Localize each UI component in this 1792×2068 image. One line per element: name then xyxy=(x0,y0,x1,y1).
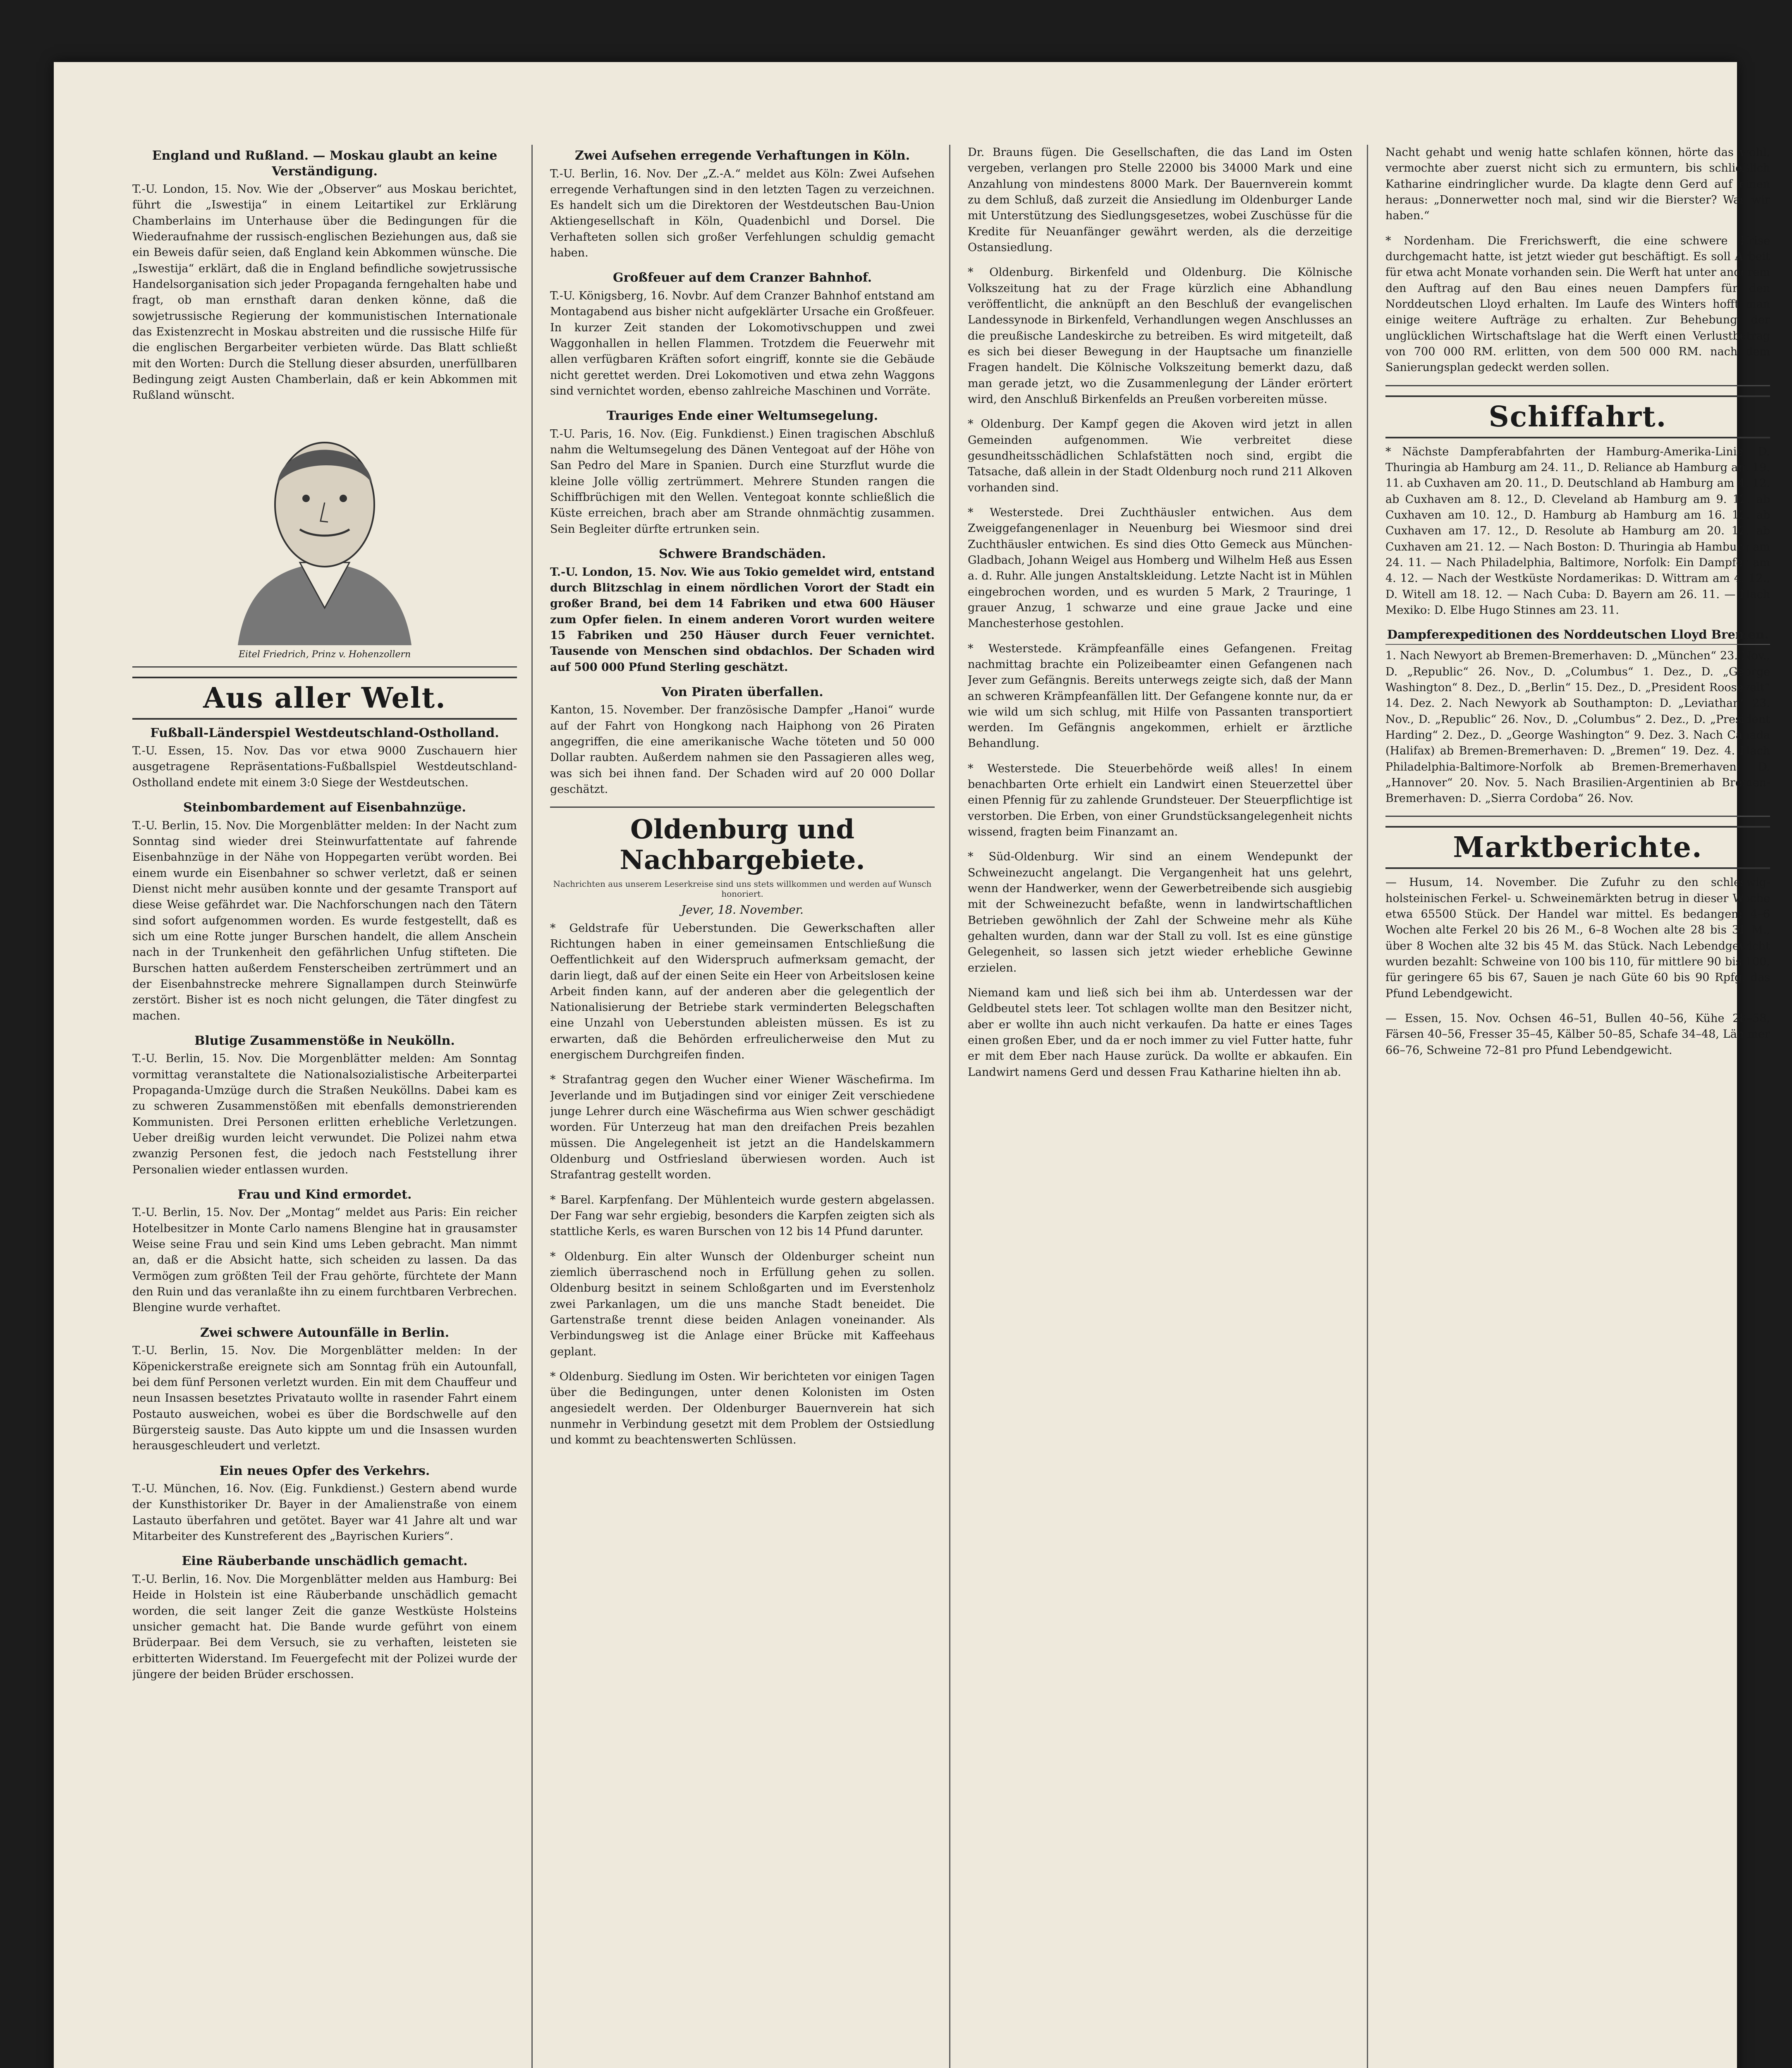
article-body: * Süd-Oldenburg. Wir sind an einem Wendepunkt der Schweinezucht angelangt. Die Vergangenheit hat uns gelehrt, wenn der Handwerker, wenn der Gewerbetreibende sich ausgiebig mit der Schweinezucht befaßte, wenn in landwirtschaftlichen Betrieben gewöhnlich der Zahl der Schweine mehr als Kühe gehalten wurden, dann war der Stall zu voll. Ist es eine günstige Gelegenheit, so lassen sich jetzt wieder erhebliche Gewinne erzielen. xyxy=(968,850,1352,974)
article-body: * Barel. Karpfenfang. Der Mühlenteich wurde gestern abgelassen. Der Fang war sehr ergiebig, besonders die Karpfen zeigten sich als stattliche Kerls, es waren Burschen von 12 bis 14 Pfund darunter. xyxy=(550,1193,935,1238)
article-headline: Blutige Zusammenstöße in Neukölln. xyxy=(194,1033,455,1048)
section-rule xyxy=(550,807,935,808)
article-nordenham xyxy=(1385,233,1770,376)
article-body: * Nächste Dampferabfahrten der Hamburg-Amerika-Linie. D. Thuringia ab Hamburg am 24. 11., D. Reliance ab Hamburg am 19. 11. ab Cuxhaven am 20. 11., D. Deutschland ab Hamburg am 4. 12. ab Cuxhaven am 8. 12., D. Cleveland ab Hamburg am 9. 12. ab Cuxhaven am 10. 12., D. Hamburg ab Hamburg am 16. 12. ab Cuxhaven am 17. 12., D. Resolute ab Hamburg am 20. 12. ab Cuxhaven am 21. 12. — Nach Boston: D. Thuringia ab Hamburg am 24. 11. — Nach Philadelphia, Baltimore, Norfolk: Ein Dampfer am 4. 12. — Nach der Westküste Nordamerikas: D. Wittram am 4. 12., D. Witell am 18. 12. — Nach Cuba: D. Bayern am 26. 11. — Nach Mexiko: D. Elbe Hugo Stinnes am 23. 11. xyxy=(1385,445,1770,617)
article-body: — Husum, 14. November. Die Zufuhr zu den schleswig-holsteinischen Ferkel- u. Schweinemärkten betrug in dieser Woche etwa 65500 Stück. Der Handel war mittel. Es bedangen: 4–6 Wochen alte Ferkel 20 bis 26 M., 6–8 Wochen alte 28 bis 31 M., über 8 Wochen alte 32 bis 45 M. das Stück. Nach Lebendgewicht wurden bezahlt: Schweine von 100 bis 110, für mittlere 90 bis 100, für geringere 65 bis 67, Sauen je nach Güte 60 bis 90 Rpfg. das Pfund Lebendgewicht. xyxy=(1385,876,1770,1000)
article-body: T.-U. Berlin, 16. Nov. Die Morgenblätter melden aus Hamburg: Bei Heide in Holstein ist eine Räuberbande unschädlich gemacht worden, die seit langer Zeit die ganze Westküste Holsteins unsicher gemacht hat. Die Bande wurde geführt von einem Brüderpaar. Bei dem Versuch, sie zu verhaften, leisteten sie erbitterten Widerstand. Im Feuergefecht mit der Polizei wurde der jüngere der beiden Brüder erschossen. xyxy=(132,1573,517,1681)
article-body: T.-U. Berlin, 15. Nov. Die Morgenblätter melden: Am Sonntag vormittag veranstaltete die Nationalsozialistische Arbeiterpartei Propaganda-Umzüge durch die Straßen Neuköllns. Dabei kam es zu schweren Zusammenstößen mit ebenfalls demonstrierenden Kommunisten. Drei Personen erlitten erhebliche Verletzungen. Ueber dreißig wurden leicht verwundet. Die Polizei nahm etwa zwanzig Personen fest, die jedoch nach Feststellung ihrer Personalien wieder entlassen wurden. xyxy=(132,1052,517,1176)
article-trauer xyxy=(550,408,935,537)
article-story-cont xyxy=(1385,145,1770,224)
article-body: Niemand kam und ließ sich bei ihm ab. Unterdessen war der Geldbeutel stets leer. Tot schlagen wollte man den Besitzer nicht, aber er wollte ihn auch nicht verkaufen. Da hatte er eines Tages einen großen Eber, und da er noch immer zu viel Futter hatte, fuhr er mit dem Eber nach Hause zurück. Da wollte er abkaufen. Ein Landwirt namens Gerd und dessen Frau Katharine hielten ihn ab. xyxy=(968,986,1352,1079)
article-opfer xyxy=(132,1463,517,1545)
article-body: * Oldenburg. Siedlung im Osten. Wir berichteten vor einigen Tagen über die Bedingungen, unter denen Kolonisten im Osten angesiedelt werden. Der Oldenburger Bauernverein hat sich nunmehr in Verbindung gesetzt mit dem Problem der Ostsiedlung und kommt zu beachtenswerten Schlüssen. xyxy=(550,1370,935,1447)
article-body: * Oldenburg. Der Kampf gegen die Akoven wird jetzt in allen Gemeinden aufgenommen. Wie verbreitet diese gesundheitsschädlichen Schlafstätten noch sind, ergibt die Tatsache, daß allein in der Stadt Oldenburg noch rund 211 Alkoven vorhanden sind. xyxy=(968,418,1352,494)
column-2 xyxy=(550,145,935,2068)
column-divider xyxy=(949,145,950,2068)
section-note: Nachrichten aus unserem Leserkreise sind uns stets willkommen und werden auf Wunsch honoriert. xyxy=(553,878,932,899)
article-body: * Westerstede. Krämpfeanfälle eines Gefangenen. Freitag nachmittag brachte ein Polizeibeamter einen Gefangenen nach Jever zum Gefängnis. Bereits unterwegs zeigte sich, daß der Mann an schweren Krämpfeanfällen litt. Der Gefangene konnte nur, da er wie wild um sich schlug, mit Hilfe von Passanten transportiert werden. Im Gefängnis angekommen, erhielt er ärztliche Behandlung. xyxy=(968,642,1352,750)
article-headline: Steinbombardement auf Eisenbahnzüge. xyxy=(183,800,466,815)
article-body: T.-U. München, 16. Nov. (Eig. Funkdienst.) Gestern abend wurde der Kunsthistoriker Dr. Bayer in der Amalienstraße von einem Lastauto überfahren und getötet. Bayer war 41 Jahre alt und war Mitarbeiter des Kunstreferent des „Bayrischen Kuriers“. xyxy=(132,1482,517,1543)
article-body: * Westerstede. Die Steuerbehörde weiß alles! In einem benachbarten Orte erhielt ein Landwirt einen Steuerzettel über einen Pfennig für zu zahlende Grundsteuer. Der Steuerpflichtige ist verstorben. Die Erben, von einer Grundstücksangelegenheit nichts wissend, fragten beim Finanzamt an. xyxy=(968,762,1352,839)
article-headline: Zwei schwere Autounfälle in Berlin. xyxy=(200,1325,450,1340)
article-siedlung-cont xyxy=(968,145,1352,256)
article-koeln xyxy=(550,148,935,261)
article-body: T.-U. Berlin, 15. Nov. Der „Montag“ meldet aus Paris: Ein reicher Hotelbesitzer in Monte Carlo namens Blengine hat in grausamster Weise seine Frau und sein Kind ums Leben gebracht. Man nimmt an, daß er die Absicht hatte, sich scheiden zu lassen. Da das Vermögen zum größten Teil der Frau gehörte, fürchtete der Mann den Ruin und das veranlaßte ihn zu einem furchtbaren Verbrechen. Blengine wurde verhaftet. xyxy=(132,1206,517,1314)
article-kampf xyxy=(968,416,1352,496)
article-siedlung xyxy=(550,1369,935,1448)
article-headline: Frau und Kind ermordet. xyxy=(237,1187,412,1202)
section-title-marktberichte: Marktberichte. xyxy=(1385,826,1770,869)
article-strafantrag xyxy=(550,1072,935,1183)
column-divider xyxy=(531,145,533,2068)
article-body: T.-U. Berlin, 15. Nov. Die Morgenblätter melden: In der Köpenickerstraße ereignete sich am Sonntag früh ein Autounfall, bei dem fünf Personen verletzt wurden. Ein mit dem Chauffeur und neun Insassen besetztes Privatauto wollte in rasender Fahrt einem Postauto ausweichen, wobei es über die Bordschwelle auf den Bürgersteig sauste. Das Auto kippte um und die Insassen wurden herausgeschleudert und verletzt. xyxy=(132,1344,517,1453)
article-raeuber xyxy=(132,1553,517,1683)
portrait-caption: Eitel Friedrich, Prinz v. Hohenzollern xyxy=(238,649,411,660)
article-body: T.-U. Paris, 16. Nov. (Eig. Funkdienst.) Einen tragischen Abschluß nahm die Weltumsegelung des Dänen Ventegoat auf der Höhe von San Pedro del Mare in Spanien. Durch eine Sturzflut wurde die kleine Jolle völlig zertrümmert. Mehrere Stunden rangen die Schiffbrüchigen mit den Wellen. Ventegoat konnte schließlich die Küste erreichen, brach aber am Strande ohnmächtig zusammen. Sein Begleiter dürfte ertrunken sein. xyxy=(550,427,935,536)
article-headline: Großfeuer auf dem Cranzer Bahnhof. xyxy=(612,270,872,285)
article-brand xyxy=(550,546,935,675)
article-body: Nacht gehabt und wenig hatte schlafen können, hörte das wohl, vermochte aber zuerst nicht sich zu ermuntern, bis schließlich Katharine eindringlicher wurde. Da klagte denn Gerd auf einen heraus: „Donnerwetter noch mal, sind wir die Bierster? Was wir haben.“ xyxy=(1385,146,1770,223)
article-story xyxy=(968,985,1352,1080)
article-hamburg-amerika xyxy=(1385,444,1770,619)
article-headline: Zwei Aufsehen erregende Verhaftungen in Köln. xyxy=(574,148,910,163)
article-headline: Schwere Brandschäden. xyxy=(658,547,826,562)
article-sued-oldenburg xyxy=(968,849,1352,976)
article-body: * Westerstede. Drei Zuchthäusler entwichen. Aus dem Zweiggefangenenlager in Neuenburg bei Wiesmoor sind drei Zuchthäusler entwichen. Es sind dies Otto Gemeck aus München-Gladbach, Johann Weigel aus Homberg und Wilhelm Heß aus Essen a. d. Ruhr. Alle jungen Anstaltskleidung. Letzte Nacht ist in Mühlen eingebrochen worden, und es wurden 5 Mark, 2 Trauringe, 1 grauer Anzug, 1 schwarze und eine graue Jacke und eine Manchesterhose gestohlen. xyxy=(968,506,1352,630)
column-4 xyxy=(1385,145,1770,2068)
article-body: T.-U. London, 15. Nov. Wie aus Tokio gemeldet wird, entstand durch Blitzschlag in einem nördlichen Vorort der Stadt ein großer Brand, bei dem 14 Fabriken und etwa 600 Häuser zum Opfer fielen. In einem anderen Vorort wurden weitere 15 Fabriken und 250 Häuser durch Feuer vernichtet. Tausende von Menschen sind obdachlos. Der Schaden wird auf 500 000 Pfund Sterling geschätzt. xyxy=(550,565,935,674)
article-fussball xyxy=(132,725,517,791)
dateline: Jever, 18. November. xyxy=(681,902,804,917)
article-geld xyxy=(550,921,935,1063)
article-husum xyxy=(1385,875,1770,1002)
article-body: T.-U. Berlin, 16. Nov. Der „Z.-A.“ meldet aus Köln: Zwei Aufsehen erregende Verhaftungen sind in den letzten Tagen zu verzeichnen. Es handelt sich um die Direktoren der Westdeutschen Bau-Union Aktiengesellschaft in Köln, Quadenbichl und Dorsel. Die Verhafteten sollen sich großer Verfehlungen schuldig gemacht haben. xyxy=(550,167,935,260)
article-feuer xyxy=(550,270,935,399)
newspaper-page xyxy=(54,62,1770,2068)
article-body: * Strafantrag gegen den Wucher einer Wiener Wäschefirma. Im Jeverlande und im Butjadingen sind vor einiger Zeit verschiedene junge Lehrer durch eine Wäschefirma aus Wien schwer geschädigt worden. Für Unterzeug hat man den dreifachen Preis bezahlen müssen. Die Angelegenheit ist jetzt an die Handelskammern Oldenburg und Ostfriesland überwiesen worden. Auch ist Strafantrag gestellt worden. xyxy=(550,1073,935,1182)
article-frau xyxy=(132,1187,517,1316)
section-title-oldenburg: Oldenburg und Nachbargebiete. xyxy=(620,814,865,876)
article-body: * Nordenham. Die Frerichswerft, die eine schwere Krise durchgemacht hatte, ist jetzt wieder gut beschäftigt. Es soll Arbeit für etwa acht Monate vorhanden sein. Die Werft hat unter anderem den Auftrag auf den Bau eines neuen Dampfers für den Norddeutschen Lloyd erhalten. Im Laufe des Winters hofft man einige weitere Aufträge zu erhalten. Zur Behebung der unglücklichen Wirtschaftslage hat die Werft einen Verlustbetrag von 700 000 RM. erlitten, von dem 500 000 RM. nach dem Sanierungsplan gedeckt werden sollen. xyxy=(1385,234,1770,374)
article-westerstede-1 xyxy=(968,505,1352,632)
section-rule xyxy=(1385,816,1770,817)
column-divider xyxy=(1367,145,1368,2068)
section-title-aus-aller-welt: Aus aller Welt. xyxy=(132,677,517,720)
article-body: 1. Nach Newyort ab Bremen-Bremerhaven: D. „München“ 23. Nov., D. „Republic“ 26. Nov., D. „Columbus“ 1. Dez., D. „George Washington“ 8. Dez., D. „Berlin“ 15. Dez., D. „President Roosevelt“ 14. Dez. 2. Nach Newyork ab Southampton: D. „Leviathan“ 23. Nov., D. „Republic“ 26. Nov., D. „Columbus“ 2. Dez., D. „President Harding“ 2. Dez., D. „George Washington“ 9. Dez. 3. Nach Canada (Halifax) ab Bremen-Bremerhaven: D. „Bremen“ 19. Dez. 4. Nach Philadelphia-Baltimore-Norfolk ab Bremen-Bremerhaven: D. „Hannover“ 20. Nov. 5. Nach Brasilien-Argentinien ab Bremen-Bremerhaven: D. „Sierra Cordoba“ 26. Nov. xyxy=(1385,649,1770,805)
article-body: T.-U. Königsberg, 16. Novbr. Auf dem Cranzer Bahnhof entstand am Montagabend aus bisher nicht aufgeklärter Ursache ein Großfeuer. In kurzer Zeit standen der Lokomotivschuppen und zwei Waggonhallen in hellen Flammen. Trotzdem die Feuerwehr mit allen verfügbaren Kräften sofort eingriff, konnte sie die Gebäude nicht gerettet werden. Drei Lokomotiven und etwa zehn Waggons sind vernichtet worden, ebenso zahlreiche Maschinen und Vorräte. xyxy=(550,289,935,397)
article-barel xyxy=(550,1192,935,1240)
article-body: T.-U. Essen, 15. Nov. Das vor etwa 9000 Zuschauern hier ausgetragene Repräsentations-Fußballspiel Westdeutschland-Ostholland endete mit einem 3:0 Siege der Westdeutschen. xyxy=(132,744,517,789)
article-headline: Trauriges Ende einer Weltumsegelung. xyxy=(606,409,878,424)
portrait-illustration xyxy=(176,414,474,645)
article-stein xyxy=(132,800,517,1024)
article-birkenfeld xyxy=(968,265,1352,407)
column-3 xyxy=(968,145,1352,2068)
article-blutig xyxy=(132,1033,517,1178)
article-body: * Geldstrafe für Ueberstunden. Die Gewerkschaften aller Richtungen haben in einer gemeinsamen Entschließung die Oeffentlichkeit auf den Widerspruch aufmerksam gemacht, der darin liegt, daß auf der einen Seite ein Heer von Arbeitslosen keine Arbeit finden kann, auf der anderen aber die gelegentlich der Nationalisierung der Betriebe stark verminderten Belegschaften eine Unzahl von Ueberstunden ableisten müssen. Es ist zu erwarten, daß die Behörden erfreulicherweise den Mut zu energischem Durchgreifen finden. xyxy=(550,922,935,1062)
article-lloyd xyxy=(1385,627,1770,807)
article-headline: Von Piraten überfallen. xyxy=(661,685,823,699)
article-essen xyxy=(1385,1011,1770,1058)
section-rule xyxy=(132,666,517,668)
article-headline: Fußball-Länderspiel Westdeutschland-Ostholland. xyxy=(150,725,499,740)
article-auto xyxy=(132,1325,517,1454)
article-westerstede-2 xyxy=(968,641,1352,752)
section-rule xyxy=(1385,385,1770,386)
article-england xyxy=(132,148,517,404)
article-westerstede-3 xyxy=(968,761,1352,840)
article-body: * Oldenburg. Ein alter Wunsch der Oldenburger scheint nun ziemlich überraschend noch in Erfüllung gehen zu sollen. Oldenburg besitzt in seinem Schloßgarten und im Everstenholz zwei Parkanlagen, um die uns manche Stadt beneidet. Die Gartenstraße trennt diese beiden Anlagen voneinander. Als Verbindungsweg ist die Anlage einer Brücke mit Kaffeehaus geplant. xyxy=(550,1250,935,1358)
article-headline: England und Rußland. — Moskau glaubt an keine Verständigung. xyxy=(152,148,498,179)
article-oldenburg-wunsch xyxy=(550,1249,935,1360)
article-body: * Oldenburg. Birkenfeld und Oldenburg. Die Kölnische Volkszeitung hat zu der Frage kürzlich eine Abhandlung veröffentlicht, die anknüpft an den Beschluß der evangelischen Landessynode in Birkenfeld, Verhandlungen wegen Anschlusses an die preußische Landeskirche zu betreiben. Es wird mitgeteilt, daß es sich bei dieser Bewegung in der Hauptsache um finanzielle Fragen handelt. Die Kölnische Volkszeitung bemerkt dazu, daß man gerade jetzt, wo die Zusammenlegung der Länder erörtert wird, den Anschluß Birkenfelds an Preußen vorbereiten müsse. xyxy=(968,266,1352,406)
article-body: Kanton, 15. November. Der französische Dampfer „Hanoi“ wurde auf der Fahrt von Hongkong nach Haiphong von 26 Piraten angegriffen, die eine amerikanische Wache töteten und 50 000 Dollar raubten. Außerdem nahmen sie den Passagieren alles weg, was sich bei ihnen fand. Der Schaden wird auf 20 000 Dollar geschätzt. xyxy=(550,704,935,796)
article-body: — Essen, 15. Nov. Ochsen 46–51, Bullen 40–56, Kühe 28–58, Färsen 40–56, Fresser 35–45, Kälber 50–85, Schafe 34–48, Lämmer 66–76, Schweine 72–81 pro Pfund Lebendgewicht. xyxy=(1385,1012,1770,1057)
article-piraten xyxy=(550,685,935,797)
article-headline: Ein neues Opfer des Verkehrs. xyxy=(219,1463,430,1478)
article-headline: Eine Räuberbande unschädlich gemacht. xyxy=(182,1554,468,1569)
article-body: T.-U. Berlin, 15. Nov. Die Morgenblätter melden: In der Nacht zum Sonntag sind wieder drei Steinwurfattentate auf fahrende Eisenbahnzüge in der Nähe von Hoppegarten verübt worden. Bei einem wurde ein Eisenbahner so schwer verletzt, daß er seinen Dienst nicht mehr ausüben konnte und der gesamte Transport auf diese Weise gefährdet war. Die Nachforschungen nach den Tätern sind sofort aufgenommen worden. Es wurde festgestellt, daß es sich um eine Rotte junger Burschen handelt, die allem Anschein nach in der Trunkenheit den gefährlichen Unfug stifteten. Die Burschen hatten außerdem Fensterscheiben zertrümmert und an der Eisenbahnstrecke mehrere Signallampen durch Steinwürfe zerstört. Bisher ist es noch nicht gelungen, die Täter dingfest zu machen. xyxy=(132,819,517,1022)
section-title-schiffahrt: Schiffahrt. xyxy=(1385,395,1770,438)
article-body: Dr. Brauns fügen. Die Gesellschaften, die das Land im Osten vergeben, verlangen pro Stelle 22000 bis 34000 Mark und eine Anzahlung von mindestens 8000 Mark. Der Bauernverein kommt zu dem Schluß, daß zurzeit die Ansiedlung im Oldenburger Lande mit Unterstützung des Siedlungsgesetzes, wobei Zuschüsse für die Kredite für Neuanfänger gewährt werden, als die derzeitige Ostansiedlung. xyxy=(968,146,1352,254)
article-body: T.-U. London, 15. Nov. Wie der „Observer“ aus Moskau berichtet, führt die „Iswestija“ in einem Leitartikel zur Erklärung Chamberlains im Unterhause über die Bedingungen für die Wiederaufnahme der russisch-englischen Beziehungen aus, daß sie ein Beweis dafür seien, daß England kein Abkommen wünsche. Die „Iswestija“ erklärt, daß die in England befindliche sowjetrussische Handelsorganisation sich jeder Propaganda ferngehalten habe und fragt, ob man ernsthaft daran denken könne, daß die sowjetrussische Regierung der kommunistischen Internationale das Existenzrecht in Moskau abstreiten und die russische Hilfe für die englischen Bergarbeiter verbieten würde. Das Blatt schließt mit den Worten: Durch die Stellung dieser absurden, unerfüllbaren Bedingung zeigt Austen Chamberlain, daß er kein Abkommen mit Rußland wünscht. xyxy=(132,183,517,402)
column-1 xyxy=(132,145,517,2068)
article-headline: Dampferexpeditionen des Norddeutschen Lloyd Bremen. xyxy=(1385,627,1770,645)
